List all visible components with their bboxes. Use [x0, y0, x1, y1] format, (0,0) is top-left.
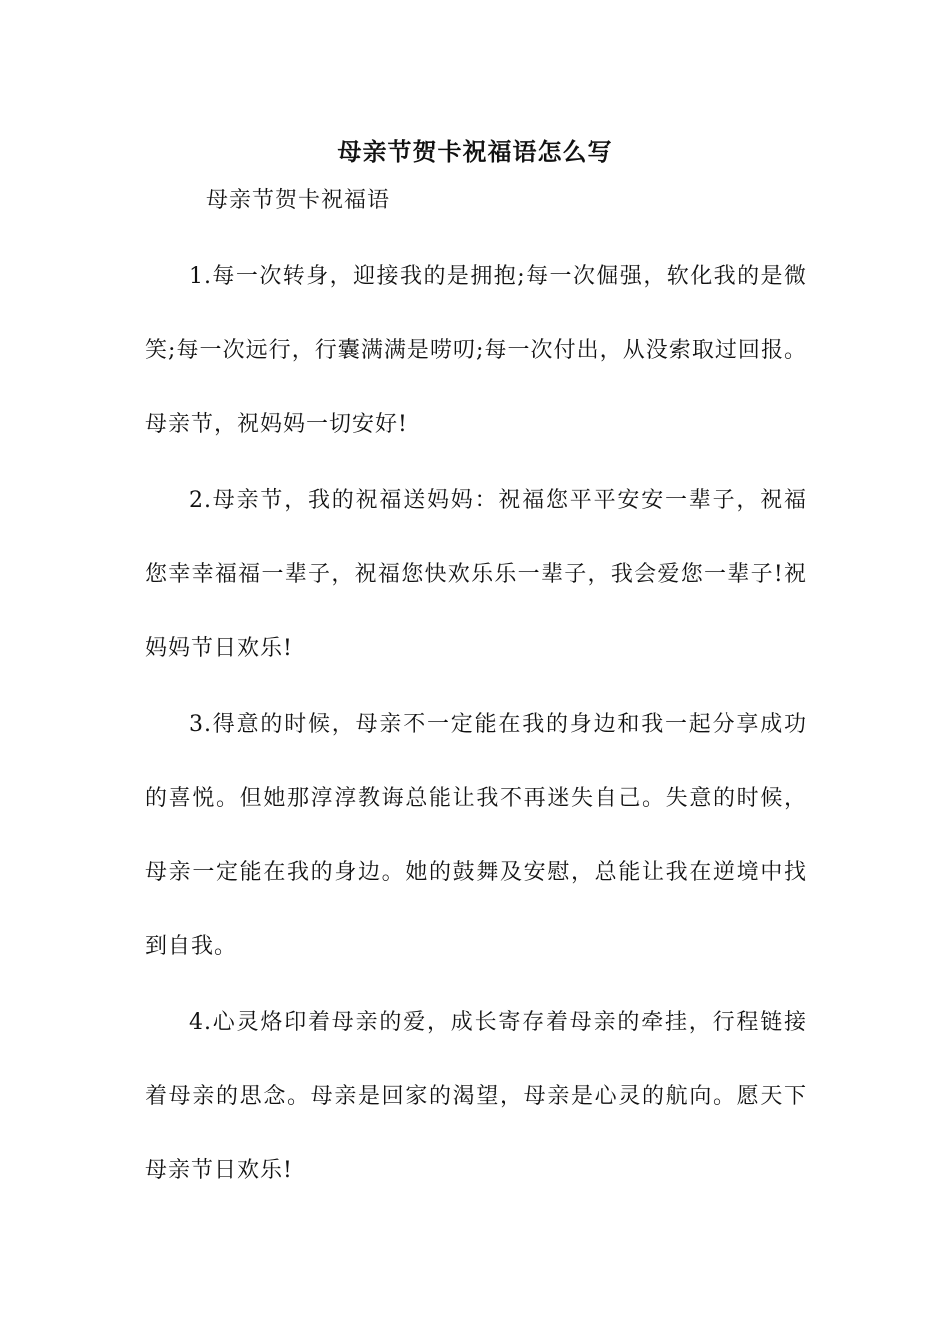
paragraph-4: 4.心灵烙印着母亲的爱，成长寄存着母亲的牵挂，行程链接着母亲的思念。母亲是回家的渴望，母亲是心灵的航向。愿天下母亲节日欢乐! — [145, 1010, 807, 1183]
document-subtitle: 母亲节贺卡祝福语 — [206, 188, 391, 213]
paragraph-3: 3.得意的时候，母亲不一定能在我的身边和我一起分享成功的喜悦。但她那淳淳教诲总能让我不再迷失自己。失意的时候，母亲一定能在我的身边。她的鼓舞及安慰，总能让我在逆境中找到自我。 — [145, 712, 807, 959]
paragraph-1: 1.每一次转身，迎接我的是拥抱;每一次倔强，软化我的是微笑;每一次远行，行囊满满是唠叨;每一次付出，从没索取过回报。母亲节，祝妈妈一切安好! — [145, 264, 807, 437]
document-title: 母亲节贺卡祝福语怎么写 — [337, 137, 613, 166]
paragraph-2: 2.母亲节，我的祝福送妈妈：祝福您平平安安一辈子，祝福您幸幸福福一辈子，祝福您快欢乐乐一辈子，我会爱您一辈子!祝妈妈节日欢乐! — [145, 488, 807, 661]
